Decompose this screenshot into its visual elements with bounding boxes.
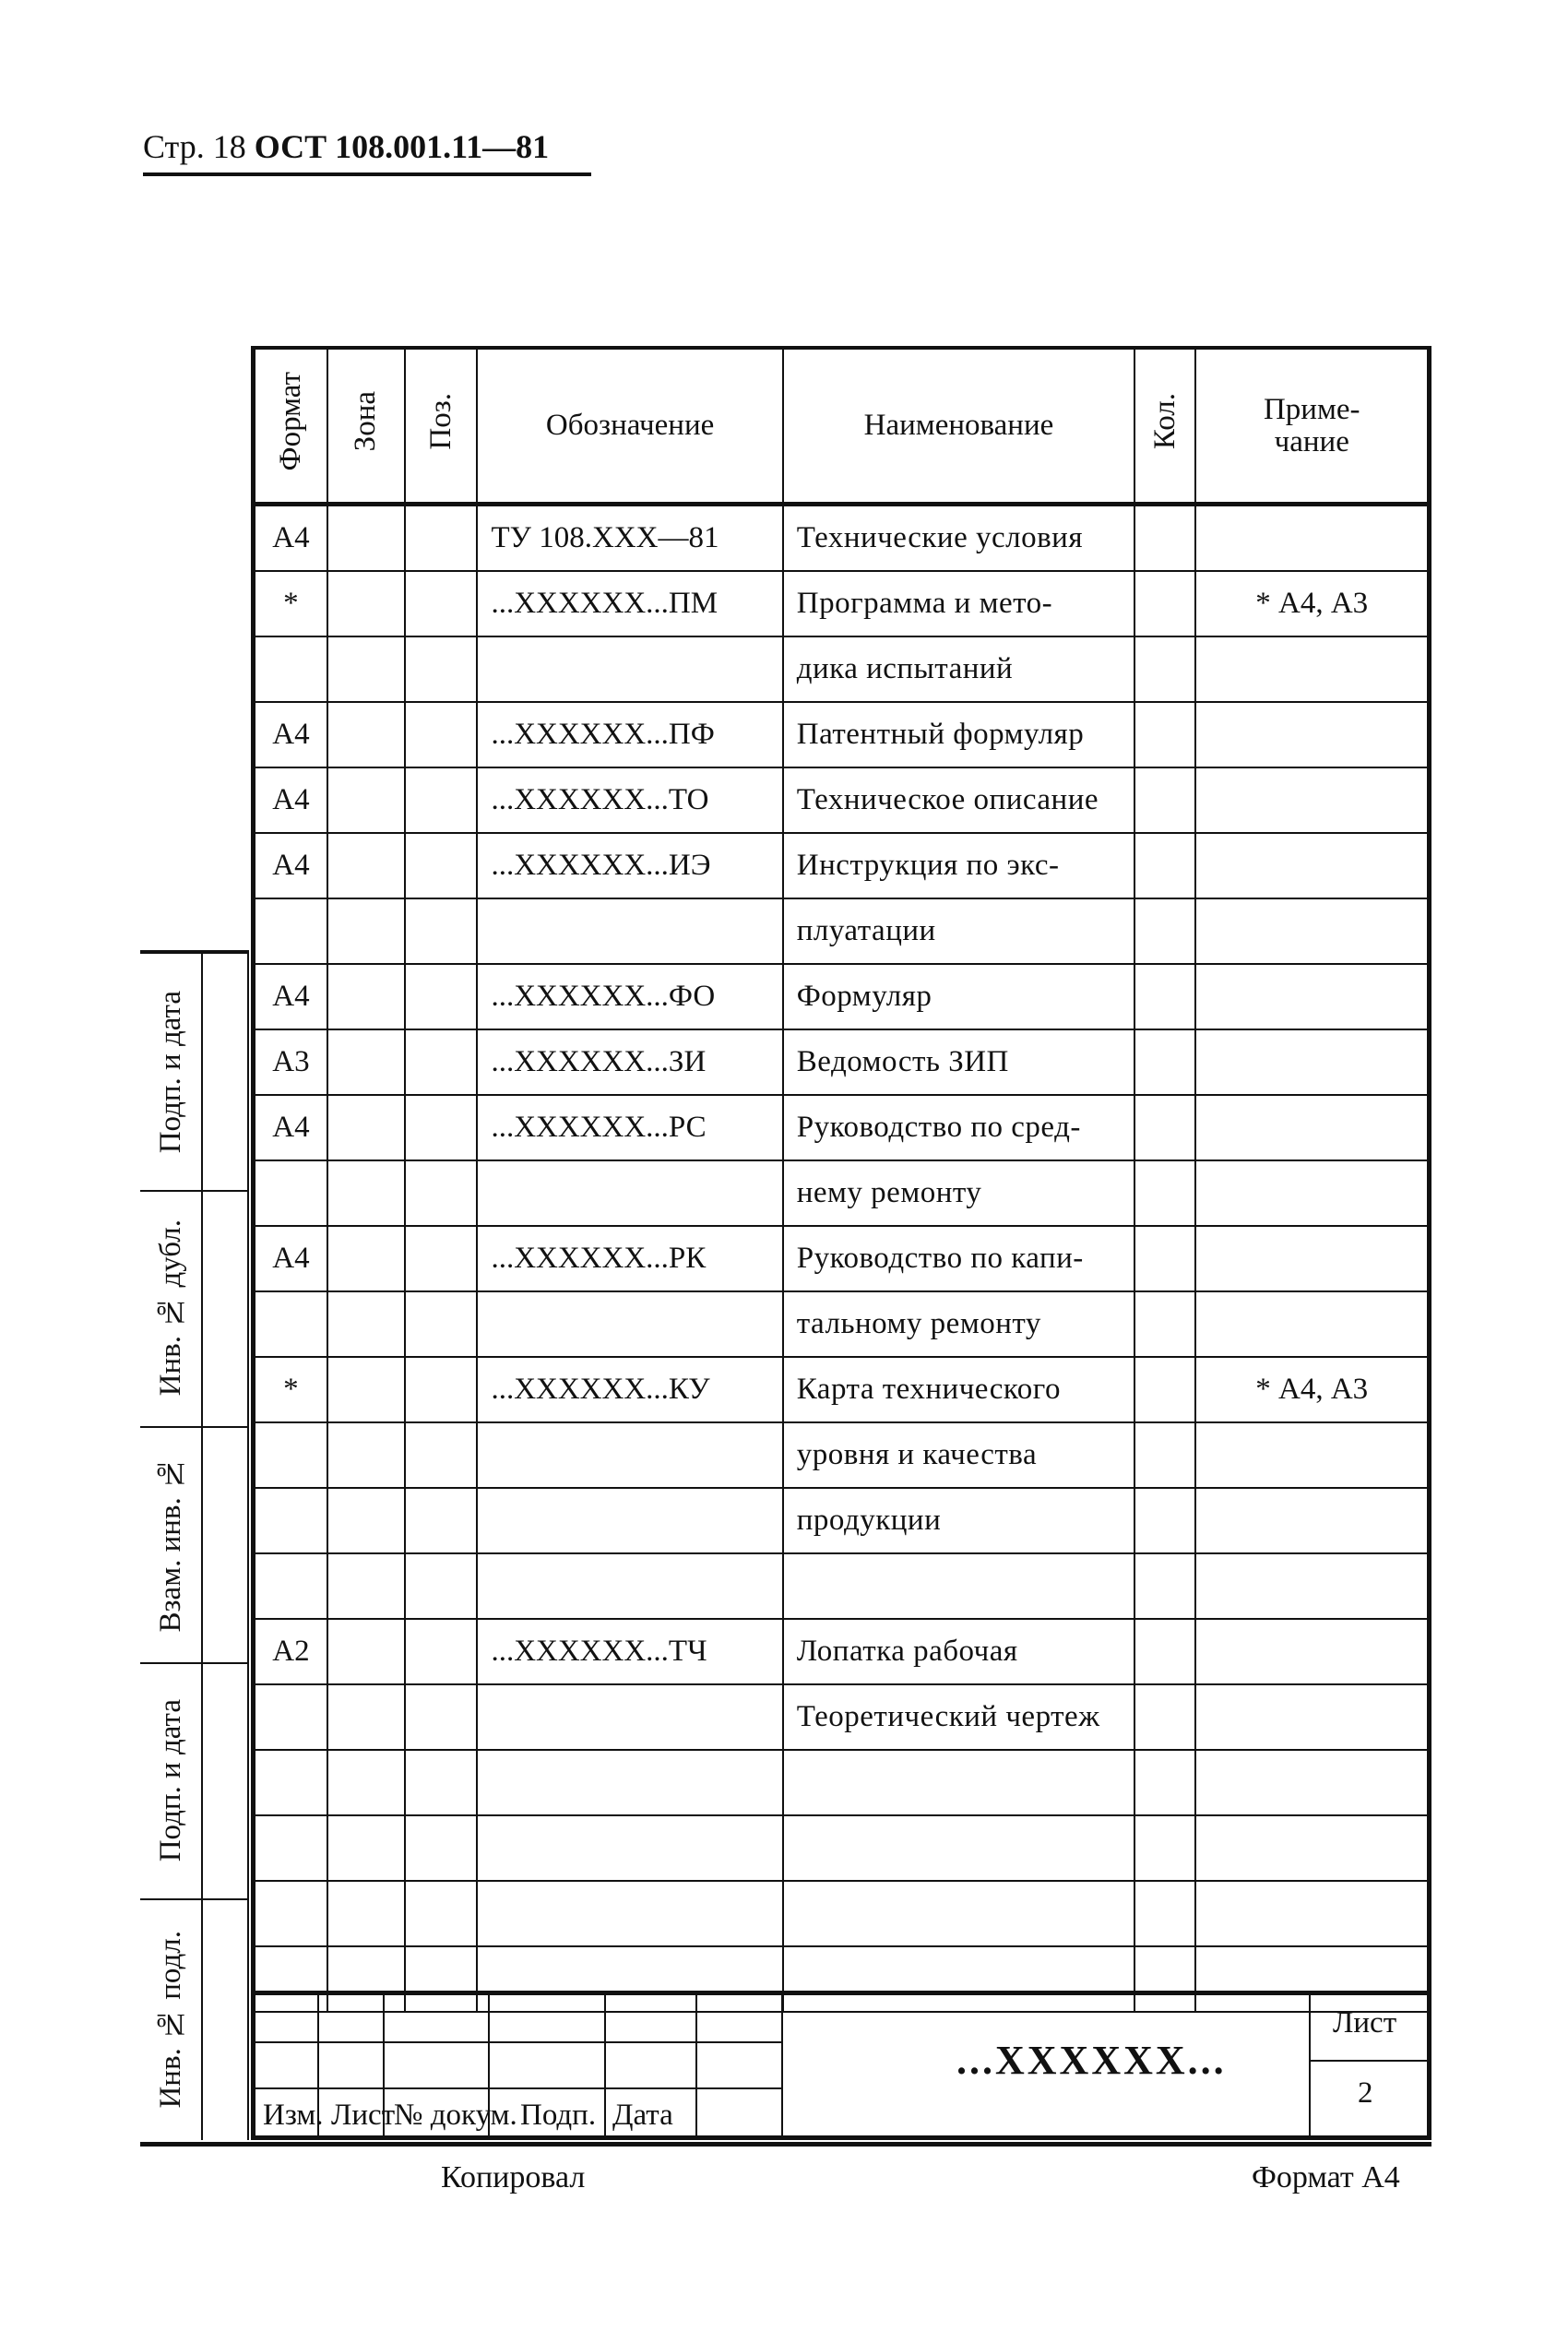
cell-name: плуатации bbox=[783, 898, 1134, 964]
cell-zone bbox=[327, 505, 405, 572]
cell-pos bbox=[405, 1029, 477, 1095]
cell-note bbox=[1195, 964, 1429, 1029]
cell-name bbox=[783, 1881, 1134, 1946]
cell-designation bbox=[477, 1160, 782, 1226]
cell-name: Программа и мето- bbox=[783, 571, 1134, 636]
cell-zone bbox=[327, 898, 405, 964]
cell-designation: ...XXXXXX...ФО bbox=[477, 964, 782, 1029]
cell-name: Теоретический чертеж bbox=[783, 1684, 1134, 1750]
table-row bbox=[254, 833, 1430, 898]
cell-pos bbox=[405, 833, 477, 898]
cell-zone bbox=[327, 1422, 405, 1488]
cell-note bbox=[1195, 1553, 1429, 1619]
cell-format: А4 bbox=[254, 767, 327, 833]
cell-pos bbox=[405, 1750, 477, 1815]
cell-designation: ...XXXXXX...РС bbox=[477, 1095, 782, 1160]
cell-format: А4 bbox=[254, 964, 327, 1029]
cell-note bbox=[1195, 1226, 1429, 1291]
cell-note bbox=[1195, 636, 1429, 702]
cell-format: А4 bbox=[254, 505, 327, 572]
cell-format: А4 bbox=[254, 702, 327, 767]
table-row bbox=[254, 964, 1430, 1029]
cell-qty bbox=[1134, 505, 1195, 572]
cell-format bbox=[254, 1750, 327, 1815]
cell-designation bbox=[477, 636, 782, 702]
col-pos: Поз. bbox=[405, 348, 477, 505]
cell-qty bbox=[1134, 767, 1195, 833]
table-row bbox=[254, 898, 1430, 964]
bottom-rule bbox=[140, 2142, 1431, 2147]
cell-zone bbox=[327, 1684, 405, 1750]
cell-format bbox=[254, 1684, 327, 1750]
stamp-inv-orig: Инв. № подл. bbox=[153, 1930, 187, 2109]
cell-designation bbox=[477, 1684, 782, 1750]
cell-format: А4 bbox=[254, 833, 327, 898]
cell-pos bbox=[405, 1095, 477, 1160]
col-name: Наименование bbox=[783, 348, 1134, 505]
cell-name: Технические условия bbox=[783, 505, 1134, 572]
cell-qty bbox=[1134, 1160, 1195, 1226]
table-row bbox=[254, 505, 1430, 572]
margin-stamp bbox=[140, 950, 249, 2140]
cell-pos bbox=[405, 1291, 477, 1357]
cell-qty bbox=[1134, 964, 1195, 1029]
cell-qty bbox=[1134, 1881, 1195, 1946]
cell-format bbox=[254, 1488, 327, 1553]
cell-pos bbox=[405, 505, 477, 572]
cell-zone bbox=[327, 1750, 405, 1815]
cell-note bbox=[1195, 1881, 1429, 1946]
cell-zone bbox=[327, 636, 405, 702]
cell-note bbox=[1195, 1029, 1429, 1095]
cell-note bbox=[1195, 833, 1429, 898]
cell-qty bbox=[1134, 1750, 1195, 1815]
cell-designation: ...XXXXXX...ТЧ bbox=[477, 1619, 782, 1684]
cell-qty bbox=[1134, 1291, 1195, 1357]
cell-name: Ведомость ЗИП bbox=[783, 1029, 1134, 1095]
header-underline bbox=[143, 172, 591, 176]
label-list: Лист bbox=[331, 2099, 396, 2132]
cell-format: А2 bbox=[254, 1619, 327, 1684]
cell-pos bbox=[405, 702, 477, 767]
cell-qty bbox=[1134, 1029, 1195, 1095]
cell-designation: ...XXXXXX...ИЭ bbox=[477, 833, 782, 898]
cell-format bbox=[254, 1422, 327, 1488]
cell-note bbox=[1195, 1684, 1429, 1750]
cell-pos bbox=[405, 1422, 477, 1488]
cell-designation bbox=[477, 898, 782, 964]
cell-format bbox=[254, 1291, 327, 1357]
standard-code: ОСТ 108.001.11—81 bbox=[254, 128, 550, 165]
cell-format bbox=[254, 636, 327, 702]
cell-designation: ...XXXXXX...КУ bbox=[477, 1357, 782, 1422]
cell-zone bbox=[327, 964, 405, 1029]
cell-pos bbox=[405, 1815, 477, 1881]
footer-copied: Копировал bbox=[441, 2160, 586, 2194]
cell-name: Патентный формуляр bbox=[783, 702, 1134, 767]
cell-designation bbox=[477, 1881, 782, 1946]
table-row bbox=[254, 1553, 1430, 1619]
cell-pos bbox=[405, 1357, 477, 1422]
cell-name: тальному ремонту bbox=[783, 1291, 1134, 1357]
cell-note bbox=[1195, 767, 1429, 833]
col-qty: Кол. bbox=[1134, 348, 1195, 505]
cell-designation: ...XXXXXX...ЗИ bbox=[477, 1029, 782, 1095]
cell-note bbox=[1195, 1488, 1429, 1553]
cell-qty bbox=[1134, 1488, 1195, 1553]
cell-qty bbox=[1134, 833, 1195, 898]
cell-note: * А4, А3 bbox=[1195, 1357, 1429, 1422]
cell-name: уровня и качества bbox=[783, 1422, 1134, 1488]
table-row bbox=[254, 1291, 1430, 1357]
cell-name: продукции bbox=[783, 1488, 1134, 1553]
cell-format: * bbox=[254, 571, 327, 636]
cell-format bbox=[254, 1815, 327, 1881]
cell-zone bbox=[327, 1226, 405, 1291]
cell-qty bbox=[1134, 1553, 1195, 1619]
cell-format: А4 bbox=[254, 1095, 327, 1160]
label-signature: Подп. bbox=[520, 2099, 597, 2132]
table-row bbox=[254, 1684, 1430, 1750]
cell-format: А4 bbox=[254, 1226, 327, 1291]
cell-zone bbox=[327, 1553, 405, 1619]
cell-pos bbox=[405, 571, 477, 636]
cell-designation bbox=[477, 1422, 782, 1488]
cell-zone bbox=[327, 1488, 405, 1553]
cell-note bbox=[1195, 898, 1429, 964]
cell-name: Руководство по капи- bbox=[783, 1226, 1134, 1291]
cell-zone bbox=[327, 767, 405, 833]
cell-zone bbox=[327, 1881, 405, 1946]
cell-name: Руководство по сред- bbox=[783, 1095, 1134, 1160]
cell-note bbox=[1195, 1095, 1429, 1160]
cell-pos bbox=[405, 636, 477, 702]
cell-note bbox=[1195, 1619, 1429, 1684]
cell-note bbox=[1195, 505, 1429, 572]
cell-name: Формуляр bbox=[783, 964, 1134, 1029]
cell-pos bbox=[405, 1881, 477, 1946]
cell-designation bbox=[477, 1488, 782, 1553]
table-row bbox=[254, 767, 1430, 833]
cell-pos bbox=[405, 964, 477, 1029]
table-row bbox=[254, 1160, 1430, 1226]
cell-format bbox=[254, 1881, 327, 1946]
page-number: Стр. 18 bbox=[143, 128, 246, 165]
page-header bbox=[143, 127, 549, 166]
cell-pos bbox=[405, 1160, 477, 1226]
cell-pos bbox=[405, 1684, 477, 1750]
title-block bbox=[251, 1991, 1431, 2140]
cell-qty bbox=[1134, 1619, 1195, 1684]
cell-name bbox=[783, 1553, 1134, 1619]
cell-note bbox=[1195, 1422, 1429, 1488]
cell-zone bbox=[327, 702, 405, 767]
cell-qty bbox=[1134, 1422, 1195, 1488]
cell-name: Карта технического bbox=[783, 1357, 1134, 1422]
cell-name: Инструкция по экс- bbox=[783, 833, 1134, 898]
stamp-sign-date-2: Подп. и дата bbox=[153, 1698, 187, 1862]
cell-zone bbox=[327, 1619, 405, 1684]
cell-note: * А4, А3 bbox=[1195, 571, 1429, 636]
table-row bbox=[254, 636, 1430, 702]
cell-format bbox=[254, 1160, 327, 1226]
cell-note bbox=[1195, 702, 1429, 767]
cell-designation bbox=[477, 1815, 782, 1881]
table-row bbox=[254, 1357, 1430, 1422]
cell-designation: ...XXXXXX...ТО bbox=[477, 767, 782, 833]
cell-qty bbox=[1134, 1095, 1195, 1160]
cell-zone bbox=[327, 1029, 405, 1095]
col-note: Приме- чание bbox=[1195, 348, 1429, 505]
stamp-replaced-inv: Взам. инв. № bbox=[153, 1456, 187, 1633]
cell-zone bbox=[327, 1095, 405, 1160]
table-row bbox=[254, 571, 1430, 636]
cell-qty bbox=[1134, 1815, 1195, 1881]
sheet-number: 2 bbox=[1358, 2076, 1373, 2110]
cell-designation bbox=[477, 1291, 782, 1357]
cell-format bbox=[254, 1553, 327, 1619]
cell-qty bbox=[1134, 1226, 1195, 1291]
stamp-inv-dupl: Инв. № дубл. bbox=[153, 1219, 187, 1397]
cell-qty bbox=[1134, 636, 1195, 702]
cell-pos bbox=[405, 1553, 477, 1619]
cell-zone bbox=[327, 1291, 405, 1357]
cell-designation bbox=[477, 1750, 782, 1815]
table-row bbox=[254, 1815, 1430, 1881]
table-row bbox=[254, 1619, 1430, 1684]
cell-format: * bbox=[254, 1357, 327, 1422]
cell-qty bbox=[1134, 1684, 1195, 1750]
table-row bbox=[254, 702, 1430, 767]
label-izm: Изм. bbox=[263, 2099, 324, 2132]
document-designation: ...XXXXXX... bbox=[956, 2038, 1227, 2083]
cell-pos bbox=[405, 1619, 477, 1684]
table-row bbox=[254, 1422, 1430, 1488]
cell-qty bbox=[1134, 702, 1195, 767]
cell-qty bbox=[1134, 571, 1195, 636]
table-row bbox=[254, 1226, 1430, 1291]
cell-qty bbox=[1134, 898, 1195, 964]
table-row bbox=[254, 1029, 1430, 1095]
col-designation: Обозначение bbox=[477, 348, 782, 505]
table-row bbox=[254, 1881, 1430, 1946]
cell-zone bbox=[327, 1357, 405, 1422]
cell-note bbox=[1195, 1291, 1429, 1357]
cell-note bbox=[1195, 1750, 1429, 1815]
table-row bbox=[254, 1750, 1430, 1815]
cell-name: дика испытаний bbox=[783, 636, 1134, 702]
footer-format: Формат А4 bbox=[1252, 2160, 1400, 2194]
table-row bbox=[254, 1488, 1430, 1553]
cell-zone bbox=[327, 833, 405, 898]
cell-format bbox=[254, 898, 327, 964]
cell-name: нему ремонту bbox=[783, 1160, 1134, 1226]
cell-zone bbox=[327, 571, 405, 636]
stamp-sign-date-1: Подп. и дата bbox=[153, 990, 187, 1154]
sheet-label: Лист bbox=[1333, 2006, 1397, 2040]
col-zone: Зона bbox=[327, 348, 405, 505]
cell-name bbox=[783, 1750, 1134, 1815]
cell-pos bbox=[405, 1488, 477, 1553]
label-date: Дата bbox=[612, 2099, 673, 2132]
label-doc-number: № докум. bbox=[394, 2099, 517, 2132]
cell-zone bbox=[327, 1160, 405, 1226]
cell-qty bbox=[1134, 1357, 1195, 1422]
specification-table bbox=[251, 346, 1431, 2013]
cell-designation: ...XXXXXX...ПФ bbox=[477, 702, 782, 767]
cell-name: Техническое описание bbox=[783, 767, 1134, 833]
cell-designation: ТУ 108.XXX—81 bbox=[477, 505, 782, 572]
cell-format: А3 bbox=[254, 1029, 327, 1095]
cell-note bbox=[1195, 1815, 1429, 1881]
cell-pos bbox=[405, 898, 477, 964]
cell-name bbox=[783, 1815, 1134, 1881]
cell-zone bbox=[327, 1815, 405, 1881]
cell-note bbox=[1195, 1160, 1429, 1226]
cell-designation: ...XXXXXX...ПМ bbox=[477, 571, 782, 636]
col-format: Формат bbox=[254, 348, 327, 505]
table-header-row bbox=[254, 348, 1430, 505]
cell-pos bbox=[405, 767, 477, 833]
cell-designation: ...XXXXXX...РК bbox=[477, 1226, 782, 1291]
table-row bbox=[254, 1095, 1430, 1160]
cell-designation bbox=[477, 1553, 782, 1619]
cell-pos bbox=[405, 1226, 477, 1291]
cell-name: Лопатка рабочая bbox=[783, 1619, 1134, 1684]
